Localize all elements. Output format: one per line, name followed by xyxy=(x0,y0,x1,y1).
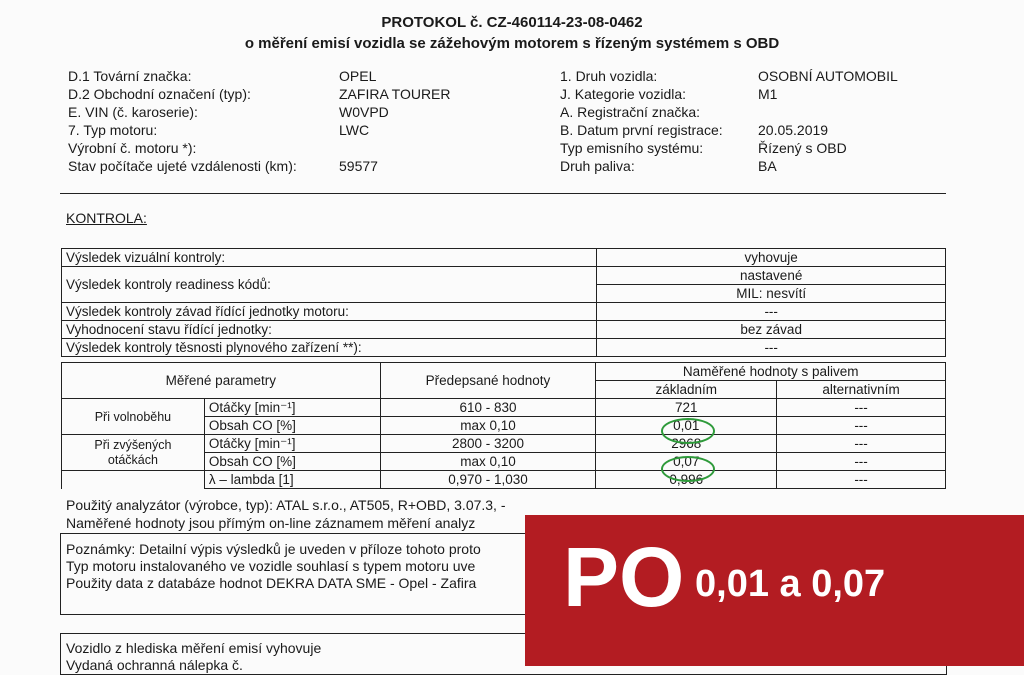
table-row xyxy=(62,399,946,417)
note-line: Použity data z databáze hodnot DEKRA DATA SME - Opel - Zafira xyxy=(66,575,477,591)
table-row xyxy=(62,321,946,339)
online-record-line: Naměřené hodnoty jsou přímým on-line záznamem měření analyz xyxy=(66,515,476,531)
note-line: Typ motoru instalovaného ve vozidle souhlasí s typem motoru uve xyxy=(66,558,476,574)
param-name: λ – lambda [1] xyxy=(204,471,380,489)
field-label: B. Datum první registrace: xyxy=(560,122,723,138)
check-result: nastavené xyxy=(597,267,946,285)
alt-value: --- xyxy=(777,417,946,435)
check-label: Výsledek kontroly závad řídící jednotky motoru: xyxy=(62,303,597,321)
verdict-line: Vydaná ochranná nálepka č. xyxy=(66,657,243,673)
divider xyxy=(60,193,946,194)
field-label: E. VIN (č. karoserie): xyxy=(68,104,198,120)
note-line: Poznámky: Detailní výpis výsledků je uveden v příloze tohoto proto xyxy=(66,541,481,557)
field-value: Řízený s OBD xyxy=(758,140,847,156)
banner-main-text: PO xyxy=(563,530,685,624)
alt-value: --- xyxy=(777,453,946,471)
field-label: 7. Typ motoru: xyxy=(68,122,158,138)
table-row xyxy=(62,267,946,285)
table-row xyxy=(62,303,946,321)
basic-value: 0,01 xyxy=(596,417,777,435)
banner-values-text: 0,01 a 0,07 xyxy=(695,563,886,605)
field-value: 20.05.2019 xyxy=(758,122,829,138)
group-label-high-rpm xyxy=(62,435,205,471)
check-result: bez závad xyxy=(597,321,946,339)
group-label-line: Při zvýšených xyxy=(94,437,172,452)
param-name: Otáčky [min⁻¹] xyxy=(204,399,380,417)
alt-value: --- xyxy=(777,435,946,453)
checks-table xyxy=(61,248,946,357)
param-name: Otáčky [min⁻¹] xyxy=(204,435,380,453)
field-label: Druh paliva: xyxy=(560,158,635,174)
prescribed-value: max 0,10 xyxy=(380,453,596,471)
col-header-alternative: alternativním xyxy=(777,381,946,399)
field-value: BA xyxy=(758,158,777,174)
col-header-measured: Naměřené hodnoty s palivem xyxy=(596,363,946,381)
prescribed-value: 610 - 830 xyxy=(380,399,596,417)
highlight-banner xyxy=(525,515,1024,666)
table-row xyxy=(62,435,946,453)
param-name: Obsah CO [%] xyxy=(204,417,380,435)
col-header-basic: základním xyxy=(596,381,777,399)
field-label: D.2 Obchodní označení (typ): xyxy=(68,86,251,102)
verdict-line: Vozidlo z hlediska měření emisí vyhovuje xyxy=(66,640,322,656)
alt-value: --- xyxy=(777,399,946,417)
field-label: Stav počítače ujeté vzdálenosti (km): xyxy=(68,158,297,174)
prescribed-value: 0,970 - 1,030 xyxy=(380,471,596,489)
highlight-circle-idle-co xyxy=(661,418,715,444)
field-label: Výrobní č. motoru *): xyxy=(68,140,197,156)
table-row xyxy=(62,249,946,267)
analyzer-line: Použitý analyzátor (výrobce, typ): ATAL s.r.o., AT505, R+OBD, 3.07.3, - xyxy=(66,497,506,513)
table-header-row xyxy=(62,363,946,381)
group-label-line: otáčkách xyxy=(107,452,158,467)
col-header-params: Měřené parametry xyxy=(62,363,381,399)
group-label-idle: Při volnoběhu xyxy=(62,399,205,435)
basic-value: 2968 xyxy=(596,435,777,453)
field-label: 1. Druh vozidla: xyxy=(560,68,658,84)
protocol-title: PROTOKOL č. CZ-460114-23-08-0462 xyxy=(381,14,643,31)
field-value: OSOBNÍ AUTOMOBIL xyxy=(758,68,898,84)
field-value: M1 xyxy=(758,86,778,102)
check-label: Výsledek vizuální kontroly: xyxy=(62,249,597,267)
alt-value: --- xyxy=(777,471,946,489)
check-label: Vyhodnocení stavu řídící jednotky: xyxy=(62,321,597,339)
field-label: A. Registrační značka: xyxy=(560,104,701,120)
check-result: MIL: nesvítí xyxy=(597,285,946,303)
table-row xyxy=(62,339,946,357)
basic-value: 0,996 xyxy=(596,471,777,489)
field-value: W0VPD xyxy=(339,104,389,120)
check-label: Výsledek kontroly readiness kódů: xyxy=(62,267,597,303)
measurement-table xyxy=(61,362,946,489)
highlight-circle-high-co xyxy=(661,456,715,482)
basic-value: 0,07 xyxy=(596,453,777,471)
basic-value: 721 xyxy=(596,399,777,417)
field-value: 59577 xyxy=(339,158,378,174)
field-label: J. Kategorie vozidla: xyxy=(560,86,687,102)
field-label: D.1 Tovární značka: xyxy=(68,68,192,84)
check-result: --- xyxy=(597,339,946,357)
prescribed-value: max 0,10 xyxy=(380,417,596,435)
check-label: Výsledek kontroly těsnosti plynového zařízení **): xyxy=(62,339,597,357)
kontrola-heading: KONTROLA: xyxy=(66,210,147,226)
check-result: --- xyxy=(597,303,946,321)
param-name: Obsah CO [%] xyxy=(204,453,380,471)
field-value: ZAFIRA TOURER xyxy=(339,86,451,102)
prescribed-value: 2800 - 3200 xyxy=(380,435,596,453)
field-value: OPEL xyxy=(339,68,377,84)
protocol-subtitle: o měření emisí vozidla se zážehovým motorem s řízeným systémem s OBD xyxy=(244,35,780,52)
table-row xyxy=(62,471,946,489)
col-header-prescribed: Předepsané hodnoty xyxy=(380,363,596,399)
check-result: vyhovuje xyxy=(597,249,946,267)
field-label: Typ emisního systému: xyxy=(560,140,704,156)
field-value: LWC xyxy=(339,122,370,138)
